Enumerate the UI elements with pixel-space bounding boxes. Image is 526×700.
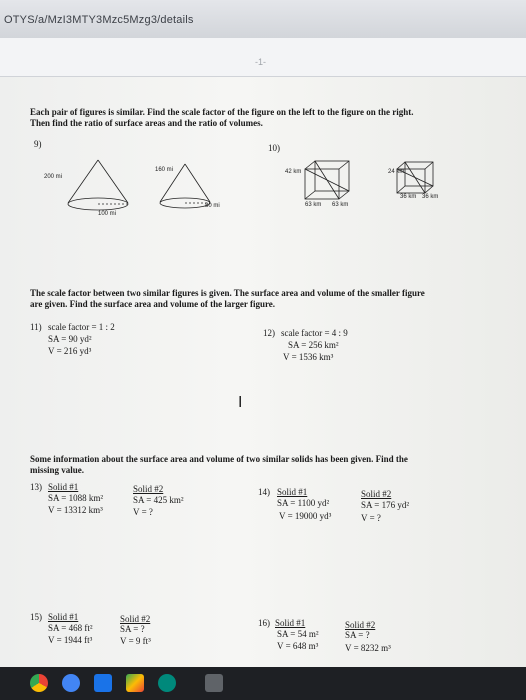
problem-14-solid1: Solid #1: [277, 487, 308, 497]
section2-instruction-2: are given. Find the surface area and volume of the larger figure.: [30, 299, 276, 309]
problem-14-solid1-v: V = 19000 yd³: [279, 511, 332, 521]
p9-right-slant-label: 160 mi: [155, 167, 174, 173]
small-cube: [397, 162, 433, 193]
text-cursor: I: [238, 394, 243, 411]
problem-12-sa: SA = 256 km²: [288, 340, 339, 350]
section3-instruction-2: missing value.: [30, 465, 85, 475]
problem-15-solid1: Solid #1: [48, 612, 79, 622]
problem-14-solid2-v: V = ?: [361, 513, 381, 523]
problem-16-solid1-sa: SA = 54 m²: [277, 629, 319, 639]
problem-13-solid1: Solid #1: [48, 482, 79, 492]
section2-instruction-1: The scale factor between two similar figures is given. The surface area and volume of the smaller figure: [30, 288, 425, 298]
problem-12-v: V = 1536 km³: [283, 352, 334, 362]
problem-16-solid2-sa: SA = ?: [345, 630, 370, 640]
problem-13-solid1-sa: SA = 1088 km²: [48, 493, 104, 503]
os-shelf: [0, 667, 526, 700]
browser-address-bar[interactable]: [0, 0, 526, 38]
problem-15-solid1-v: V = 1944 ft³: [48, 635, 93, 645]
problem-14-number: 14): [258, 487, 270, 497]
viewer-toolbar: [0, 38, 526, 77]
p10-left-top-label: 42 km: [285, 169, 302, 175]
p10-right-bottom-1: 36 km: [400, 194, 417, 200]
cones-figure: [40, 152, 250, 222]
problem-10-number: 10): [268, 143, 280, 153]
problem-16-solid1: Solid #1: [275, 618, 306, 628]
chrome-icon[interactable]: [30, 674, 48, 692]
problem-13-solid1-v: V = 13312 km³: [48, 505, 103, 515]
large-cone: [68, 160, 128, 210]
p10-left-bottom-1: 63 km: [305, 202, 322, 208]
problem-15-solid2: Solid #2: [120, 614, 151, 624]
problem-11-v: V = 216 yd³: [48, 346, 92, 356]
problem-11-sa: SA = 90 yd²: [48, 334, 92, 344]
problem-13-solid2-sa: SA = 425 km²: [133, 495, 184, 505]
problem-14-solid2-sa: SA = 176 yd²: [361, 500, 410, 510]
page-indicator: -1-: [255, 57, 266, 67]
problem-15-number: 15): [30, 612, 42, 622]
problem-15-solid2-sa: SA = ?: [120, 624, 145, 634]
files-icon[interactable]: [62, 674, 80, 692]
problem-13-number: 13): [30, 482, 42, 492]
p9-left-base-label: 100 mi: [98, 211, 117, 217]
url-text[interactable]: OTYS/a/MzI3MTY3Mzc5Mzg3/details: [4, 14, 194, 26]
section1-instruction-2: Then find the ratio of surface areas and the ratio of volumes.: [30, 118, 263, 128]
worksheet-page: [0, 77, 526, 667]
docs-icon[interactable]: [94, 674, 112, 692]
problem-12-scale: scale factor = 4 : 9: [281, 328, 348, 338]
problem-15-solid1-sa: SA = 468 ft²: [48, 623, 93, 633]
play-store-icon[interactable]: [126, 674, 144, 692]
problem-11-scale: scale factor = 1 : 2: [48, 322, 115, 332]
problem-16-solid1-v: V = 648 m³: [277, 641, 319, 651]
p9-right-base-label: 80 mi: [205, 203, 220, 209]
section3-instruction-1: Some information about the surface area and volume of two similar solids has been given. Find the: [30, 454, 408, 464]
apps-icon[interactable]: [205, 674, 223, 692]
problem-12-number: 12): [263, 328, 275, 338]
problem-14-solid2: Solid #2: [361, 489, 392, 499]
p10-right-top-label: 24 km: [388, 169, 405, 175]
p9-left-slant-label: 200 mi: [44, 174, 63, 180]
problem-16-solid2-v: V = 8232 m³: [345, 643, 391, 653]
problem-13-solid2-v: V = ?: [133, 507, 153, 517]
meet-icon[interactable]: [158, 674, 176, 692]
section1-instruction-1: Each pair of figures is similar. Find the scale factor of the figure on the left to the figure on the right.: [30, 107, 414, 117]
problem-11-number: 11): [30, 322, 42, 332]
large-cube: [305, 161, 349, 199]
problem-16-number: 16): [258, 618, 270, 628]
problem-9-number: 9): [34, 139, 42, 149]
problem-14-solid1-sa: SA = 1100 yd²: [277, 498, 330, 508]
problem-13-solid2: Solid #2: [133, 484, 164, 494]
problem-15-solid2-v: V = 9 ft³: [120, 636, 151, 646]
problem-16-solid2: Solid #2: [345, 620, 376, 630]
p10-right-bottom-2: 36 km: [422, 194, 439, 200]
p10-left-bottom-2: 63 km: [332, 202, 349, 208]
